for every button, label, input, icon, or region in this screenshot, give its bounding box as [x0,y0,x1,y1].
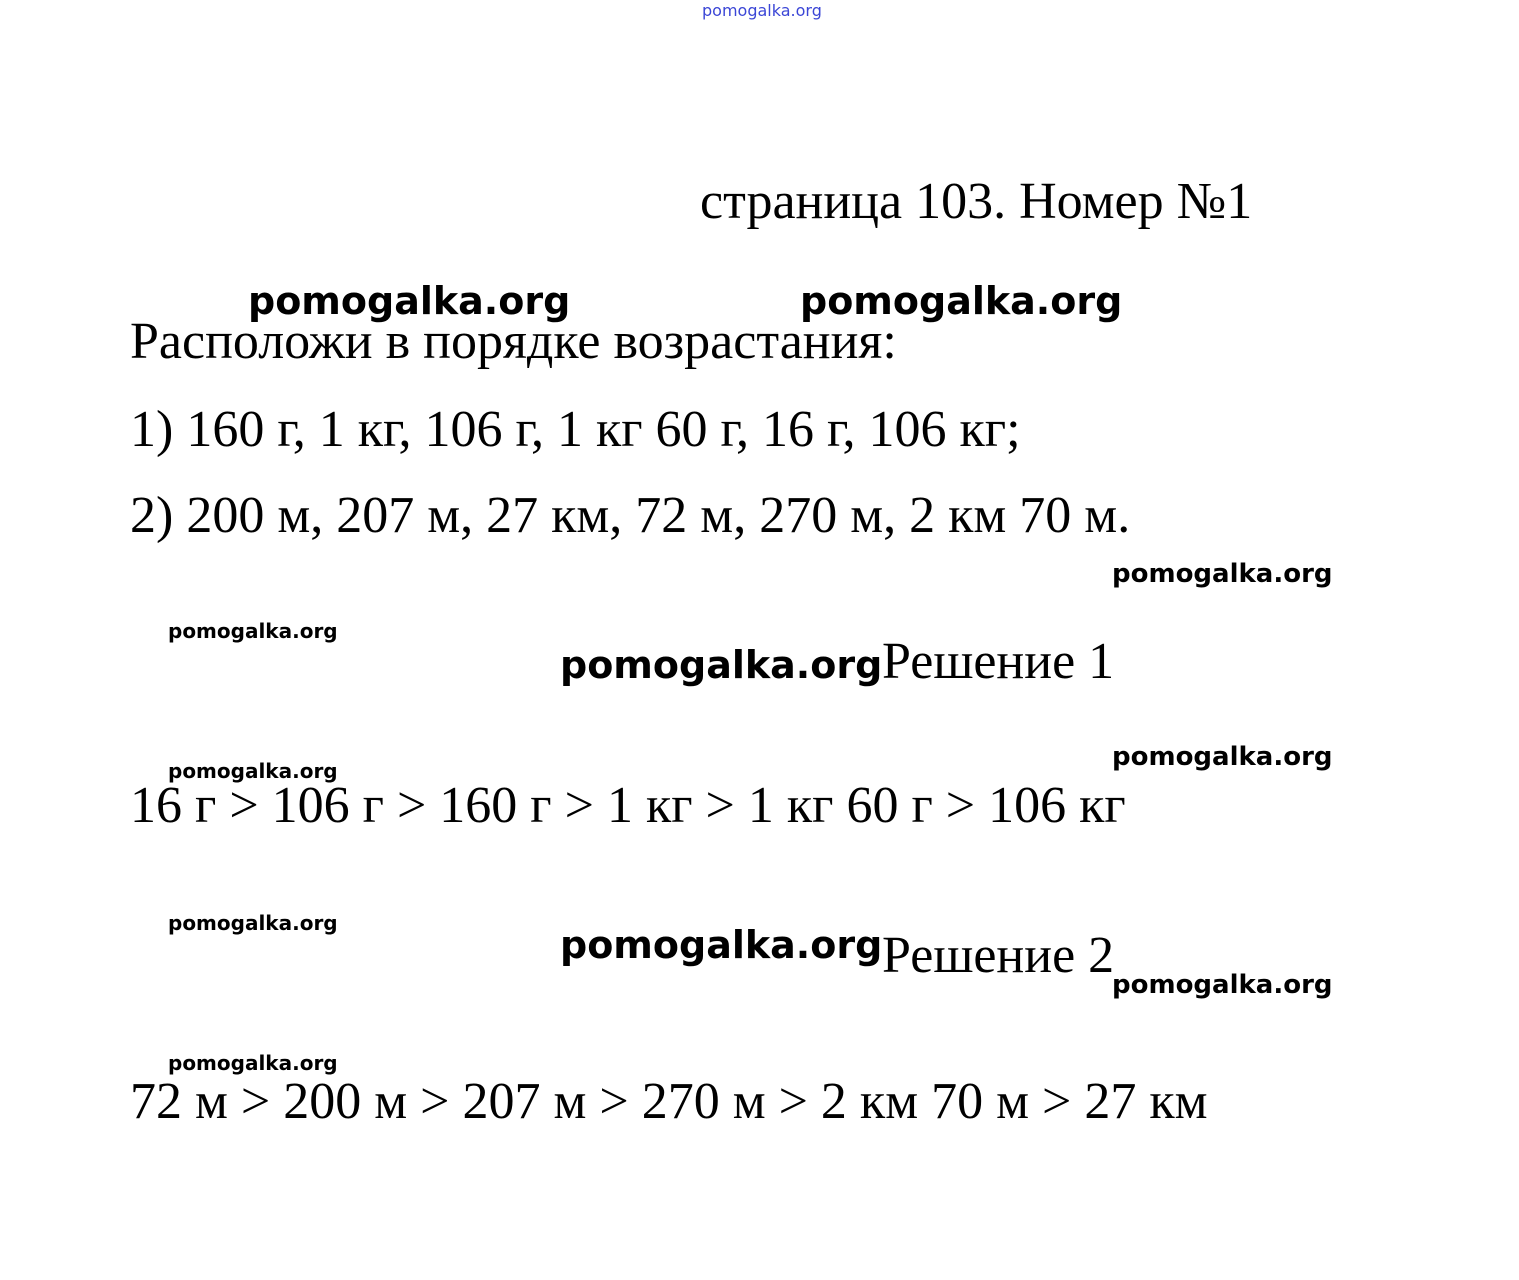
task-item-1: 1) 160 г, 1 кг, 106 г, 1 кг 60 г, 16 г, 106 кг; [130,401,1021,458]
watermark: pomogalka.org [248,279,571,323]
solution-2-heading: Решение 2 [882,927,1115,984]
task-item-2: 2) 200 м, 207 м, 27 км, 72 м, 270 м, 2 км 70 м. [130,487,1131,544]
solution-1-answer: 16 г > 106 г > 160 г > 1 кг > 1 кг 60 г > 106 кг [130,777,1126,834]
watermark: pomogalka.org [168,1051,338,1075]
solution-2-answer: 72 м > 200 м > 207 м > 270 м > 2 км 70 м > 27 км [130,1073,1208,1130]
watermark: pomogalka.org [1112,559,1333,589]
watermark: pomogalka.org [560,923,883,967]
header-watermark: pomogalka.org [702,1,822,20]
solution-1-heading: Решение 1 [882,633,1115,690]
watermark: pomogalka.org [1112,742,1333,772]
task-instruction: Расположи в порядке возрастания: [130,313,897,370]
watermark: pomogalka.org [800,279,1123,323]
watermark: pomogalka.org [560,643,883,687]
watermark: pomogalka.org [1112,970,1333,1000]
page-title: страница 103. Номер №1 [700,173,1253,230]
watermark: pomogalka.org [168,759,338,783]
watermark: pomogalka.org [168,911,338,935]
watermark: pomogalka.org [168,619,338,643]
